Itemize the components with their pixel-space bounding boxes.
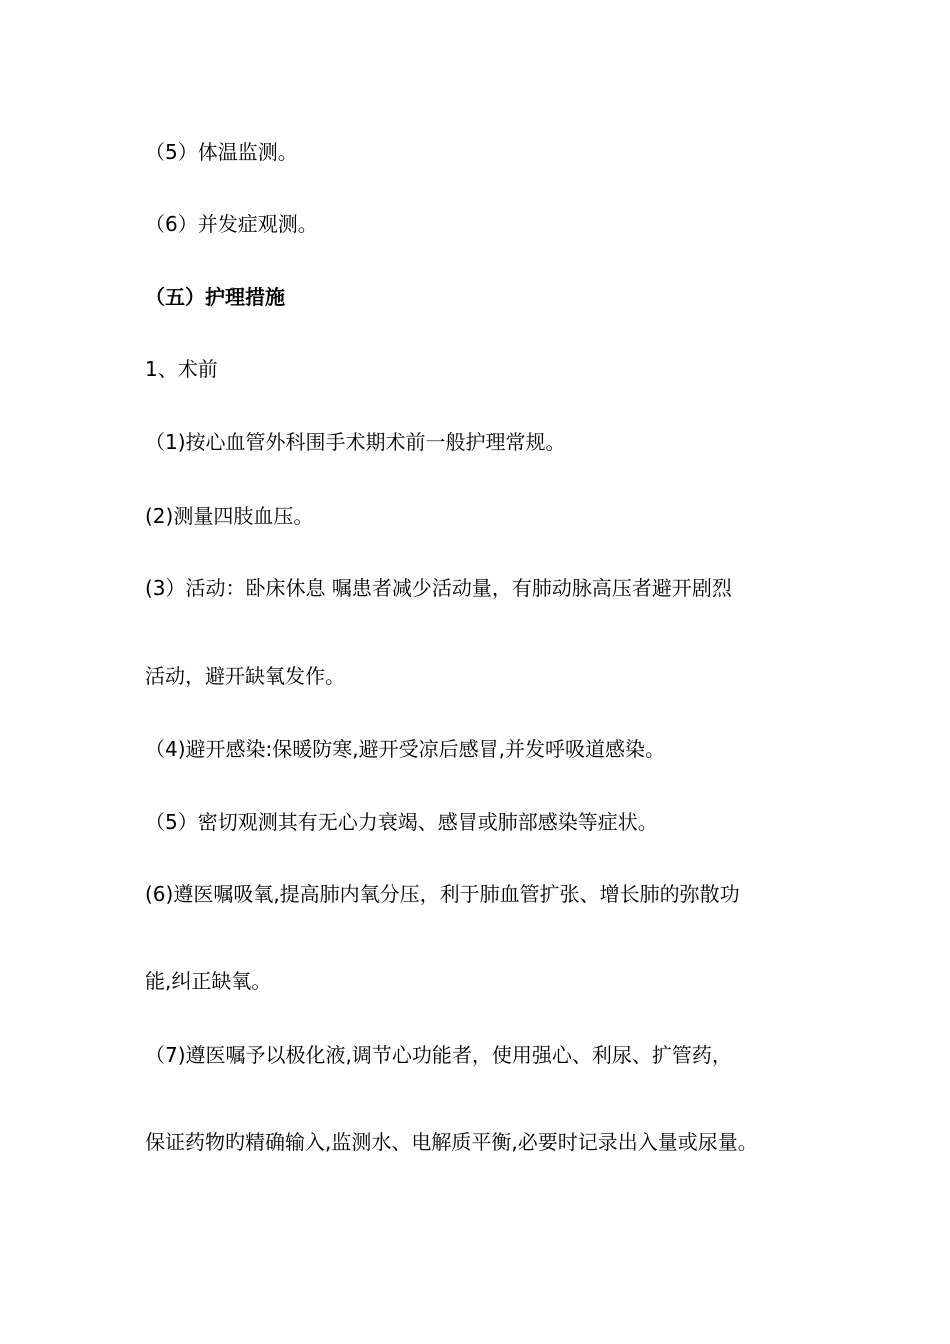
text-line-complication-observation: （6）并发症观测。 — [145, 212, 318, 236]
text-line-item-4: （4)避开感染:保暖防寒,避开受凉后感冒,并发呼吸道感染。 — [145, 737, 665, 761]
section-heading-nursing-measures: （五）护理措施 — [145, 285, 285, 309]
text-line-item-3-cont: 活动，避开缺氧发作。 — [145, 664, 345, 688]
text-line-item-2: (2)测量四肢血压。 — [145, 504, 314, 528]
subheading-preoperative: 1、术前 — [145, 357, 218, 381]
text-line-item-5: （5）密切观测其有无心力衰竭、感冒或肺部感染等症状。 — [145, 810, 658, 834]
text-line-temperature-monitoring: （5）体温监测。 — [145, 140, 298, 164]
text-line-item-3: (3）活动：卧床休息 嘱患者减少活动量，有肺动脉高压者避开剧烈 — [145, 576, 732, 600]
text-line-item-6: (6)遵医嘱吸氧,提高肺内氧分压，利于肺血管扩张、增长肺的弥散功 — [145, 882, 740, 906]
text-line-item-7: （7)遵医嘱予以极化液,调节心功能者，使用强心、利尿、扩管药， — [145, 1043, 732, 1067]
text-line-item-7-cont: 保证药物旳精确输入,监测水、电解质平衡,必要时记录出入量或尿量。 — [145, 1130, 758, 1154]
text-line-item-1: （1)按心血管外科围手术期术前一般护理常规。 — [145, 430, 566, 454]
text-line-item-6-cont: 能,纠正缺氧。 — [145, 969, 272, 993]
